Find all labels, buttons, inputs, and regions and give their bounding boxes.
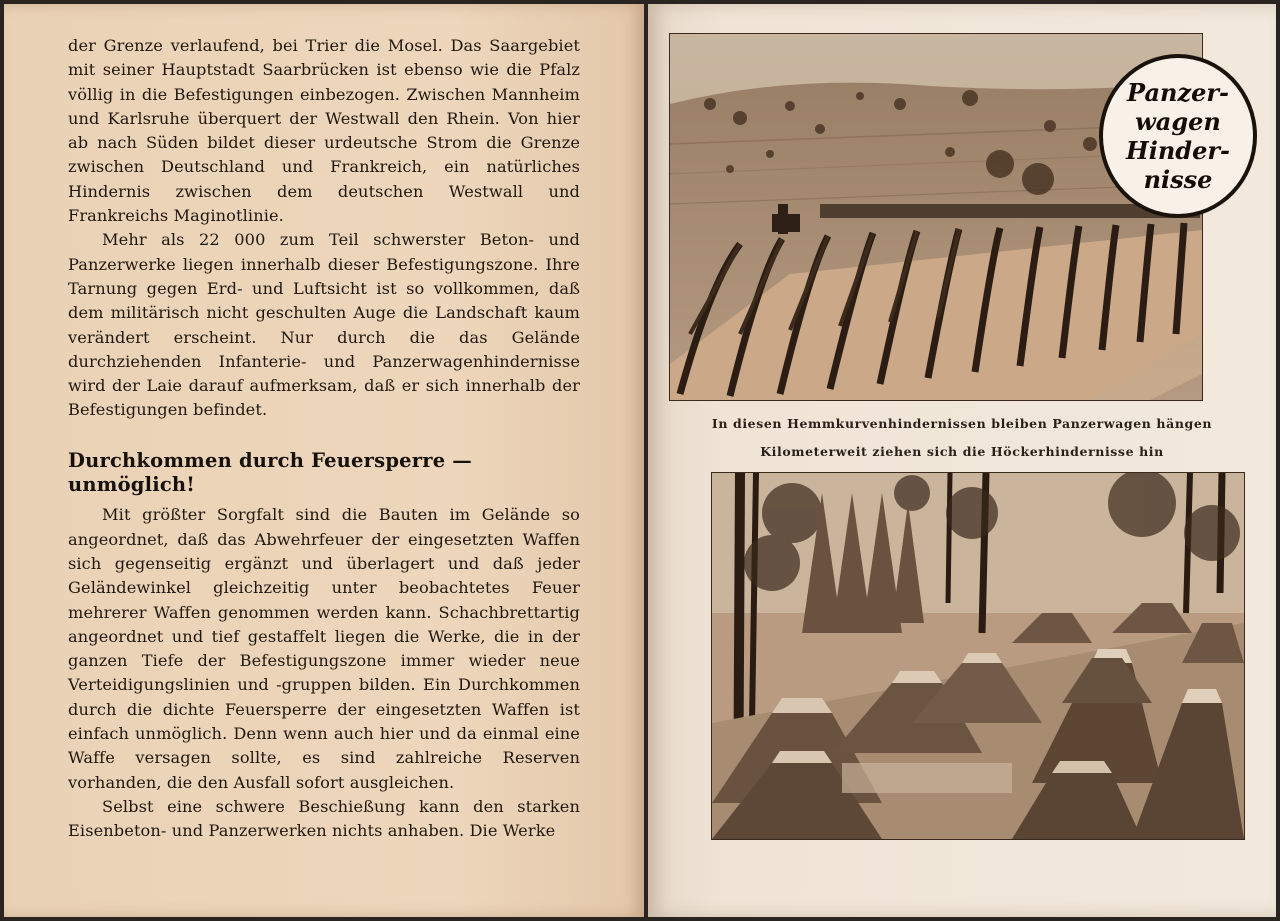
left-page — [4, 4, 644, 917]
paragraph-3: Mit größter Sorgfalt sind die Bauten im Gelände so angeordnet, daß das Abwehrfeuer der eingesetzten Waffen sich gegenseitig ergänzt und überlagert und daß jeder Geländewinkel gleichzeitig unter beobachtetes Feuer mehrerer Waffen genommen werden kann. Schachbrettartig angeordnet und tief gestaffelt liegen die Werke, die in der ganzen Tiefe der Befestigungszone immer wieder neue Verteidigungslinien und -gruppen bilden. Ein Durchkommen durch die dichte Feuersperre der eingesetzten Waffen ist einfach unmöglich. Denn wenn auch hier und da einmal eine Waffe versagen sollte, es sind zahlreiche Reserven vorhanden, die den Ausfall sofort ausgleichen. — [68, 505, 580, 792]
right-page — [648, 4, 1276, 917]
badge-line-1: Panzer- — [1127, 78, 1229, 107]
title-badge — [1099, 54, 1257, 218]
photo-dragons-teeth-image — [712, 473, 1244, 839]
paragraph-1: der Grenze verlaufend, bei Trier die Mosel. Das Saargebiet mit seiner Hauptstadt Saarbrücken ist ebenso wie die Pfalz völlig in die Befestigungen einbezogen. Zwischen Mannheim und Karlsruhe überquert der Westwall den Rhein. Von hier ab nach Süden bildet dieser urdeutsche Strom die Grenze zwischen Deutschland und Frankreich, ein natürliches Hindernis zwischen dem deutschen Westwall und Frankreichs Maginotlinie. — [68, 36, 580, 226]
paragraph-2: Mehr als 22 000 zum Teil schwerster Beton- und Panzerwerke liegen innerhalb dieser Befestigungszone. Ihre Tarnung gegen Erd- und Luftsicht ist so vollkommen, daß dem militärisch nicht geschulten Auge die Landschaft kaum verändert erscheint. Nur durch die das Gelände durchziehenden Infanterie- und Panzerwagenhindernisse wird der Laie darauf aufmerksam, daß er sich innerhalb der Befestigungen befindet. — [68, 230, 580, 420]
badge-line-4: nisse — [1143, 165, 1213, 194]
photo-caption-top: In diesen Hemmkurvenhindernissen bleiben Panzerwagen hängen — [711, 416, 1213, 431]
photo-dragons-teeth — [711, 472, 1245, 840]
section-heading: Durchkommen durch Feuersperre — unmöglich! — [68, 448, 472, 497]
badge-line-3: Hinder- — [1126, 136, 1230, 165]
left-text-column — [68, 34, 580, 844]
badge-line-2: wagen — [1135, 107, 1221, 136]
photo-caption-bottom: Kilometerweit ziehen sich die Höckerhindernisse hin — [760, 444, 1164, 459]
paragraph-4: Selbst eine schwere Beschießung kann den starken Eisenbeton- und Panzerwerken nichts anhaben. Die Werke — [68, 796, 580, 841]
